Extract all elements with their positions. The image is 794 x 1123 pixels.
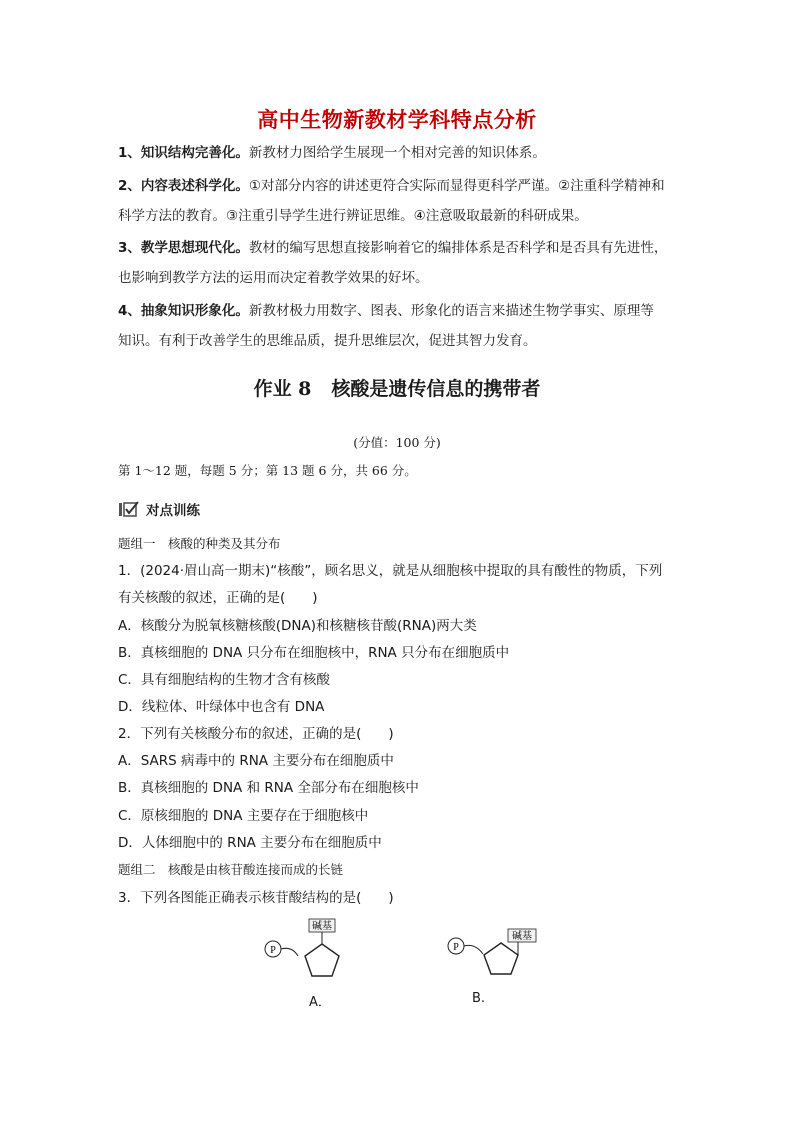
section-heading (118, 499, 200, 519)
q1-stem-line2: 有关核酸的叙述，正确的是( ) (118, 590, 318, 606)
feature-text: 教材的编写思想直接影响着它的编排体系是否科学和是否具有先进性， (248, 240, 668, 256)
homework-number: 作业 8 (253, 378, 312, 400)
nucleotide-figure-a (262, 916, 352, 984)
figure-b-caption: B. (472, 991, 486, 1006)
feature-3-cont: 也影响到教学方法的运用而决定着教学效果的好坏。 (118, 270, 429, 286)
page-title: 高中生物新教材学科特点分析 (257, 108, 537, 132)
base-label: 碱基 (512, 931, 532, 942)
homework-topic: 核酸是遗传信息的携带者 (331, 378, 541, 400)
phosphate-label: P (270, 945, 276, 956)
feature-2 (118, 176, 684, 196)
feature-4 (118, 301, 684, 321)
feature-heading: 4、抽象知识形象化。 (118, 303, 249, 319)
homework-title (0, 374, 794, 401)
scoring-info: 第 1～12 题，每题 5 分；第 13 题 6 分，共 66 分。 (118, 463, 417, 478)
q2-option-a: A．SARS 病毒中的 RNA 主要分布在细胞质中 (118, 753, 394, 769)
score-note: (分值：100 分) (353, 435, 441, 450)
q1-stem-line1: 1．(2024·眉山高一期末)“核酸”，顾名思义，就是从细胞核中提取的具有酸性的物质，下列 (118, 563, 663, 579)
feature-text: ①对部分内容的讲述更符合实际而显得更科学严谨。②注重科学精神和 (248, 178, 665, 194)
feature-2-cont: 科学方法的教育。③注重引导学生进行辨证思维。④注意吸取最新的科研成果。 (118, 208, 588, 224)
q1-option-c: C．具有细胞结构的生物才含有核酸 (118, 672, 330, 688)
feature-text: 新教材极力用数字、图表、形象化的语言来描述生物学事实、原理等 (248, 303, 654, 319)
q2-option-d: D．人体细胞中的 RNA 主要分布在细胞质中 (118, 835, 382, 851)
q1-option-a: A．核酸分为脱氧核糖核酸(DNA)和核糖核苷酸(RNA)两大类 (118, 618, 477, 634)
figure-a-caption: A． (309, 995, 331, 1010)
feature-text: 新教材力图给学生展现一个相对完善的知识体系。 (248, 145, 546, 161)
feature-1 (118, 143, 684, 163)
feature-4-cont: 知识。有利于改善学生的思维品质，提升思维层次，促进其智力发育。 (118, 333, 537, 349)
checklist-icon (118, 500, 140, 518)
phosphate-label: P (453, 942, 459, 953)
q1-option-d: D．线粒体、叶绿体中也含有 DNA (118, 699, 325, 715)
nucleotide-figure-b (445, 916, 545, 984)
q2-option-c: C．原核细胞的 DNA 主要存在于细胞核中 (118, 808, 369, 824)
feature-heading: 1、知识结构完善化。 (118, 145, 249, 161)
feature-heading: 3、教学思想现代化。 (118, 240, 249, 256)
q3-stem: 3．下列各图能正确表示核苷酸结构的是( ) (118, 890, 394, 906)
q2-stem: 2．下列有关核酸分布的叙述，正确的是( ) (118, 726, 394, 742)
feature-heading: 2、内容表述科学化。 (118, 178, 249, 194)
q1-option-b: B．真核细胞的 DNA 只分布在细胞核中，RNA 只分布在细胞质中 (118, 645, 510, 661)
base-label: 碱基 (312, 921, 332, 932)
group-1-title: 题组一 核酸的种类及其分布 (118, 536, 281, 551)
section-heading-text: 对点训练 (146, 503, 200, 519)
feature-3 (118, 238, 684, 258)
q2-option-b: B．真核细胞的 DNA 和 RNA 全部分布在细胞核中 (118, 780, 419, 796)
group-2-title: 题组二 核酸是由核苷酸连接而成的长链 (118, 862, 344, 877)
